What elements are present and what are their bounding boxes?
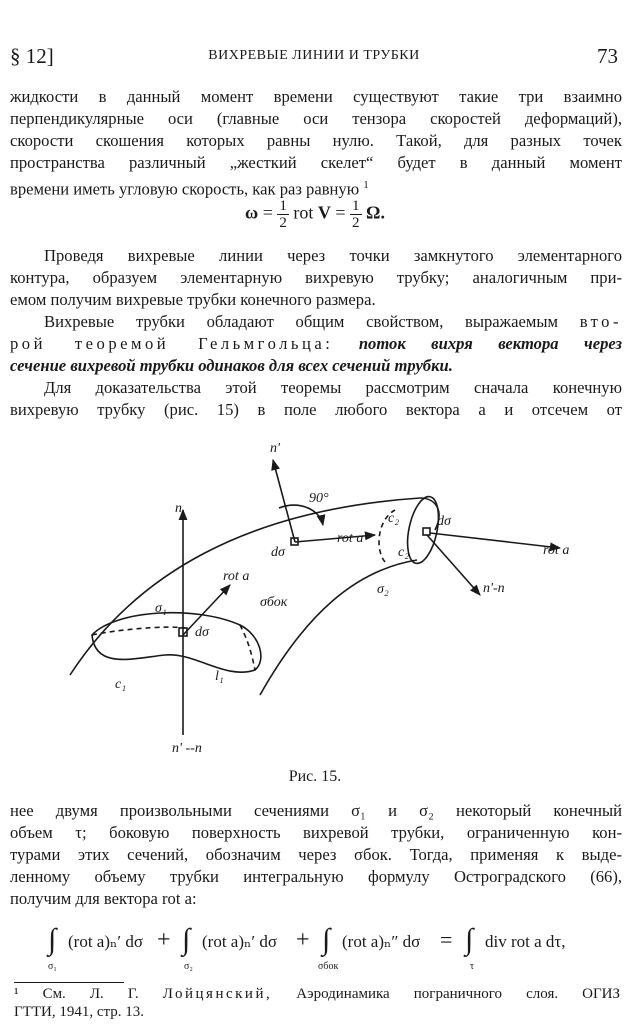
vorticity-symbol: Ω. (366, 202, 385, 223)
fraction-half (277, 198, 289, 231)
integral-subscript: σ₁ (48, 961, 57, 972)
spaced-term: Лойцянский, (162, 986, 273, 1002)
integral-sign: ∫ (465, 923, 474, 956)
page-number: 73 (597, 44, 618, 68)
label-c1: c₁ (115, 677, 127, 692)
text-span: ¹ См. Л. Г. (14, 986, 139, 1002)
tube-inner-curve (260, 560, 417, 695)
label-sigma2: σ₂ (377, 582, 389, 597)
text-line: емом получим вихревые трубки конечного размера. (10, 290, 376, 309)
label-c2: c₂ (398, 545, 410, 560)
text-line (10, 311, 622, 333)
text-span: Вихревые трубки обладают общим свойством, выражаемым (44, 312, 559, 331)
section-hidden (240, 625, 255, 670)
text-line: жидкости в данный момент времени существуют такие три взаимно (10, 87, 622, 106)
text-span: времени иметь угловую скорость, как раз равную (10, 179, 360, 199)
footnote (14, 985, 620, 1021)
text-line: ленному объему трубки интегральную формулу Остроградского (66), (10, 867, 622, 886)
label-rot-a-left: rot a (223, 569, 250, 584)
label-dsigma-left: dσ (195, 625, 209, 640)
integral-term: (rot a)ₙ′ dσ (68, 932, 143, 951)
section-sigma1 (92, 613, 261, 673)
label-dsigma-mid: dσ (271, 545, 285, 560)
omega-symbol: ω (245, 202, 259, 223)
integral-sign: ∫ (182, 923, 191, 956)
integral-term: (rot a)ₙ′ dσ (202, 932, 277, 951)
page-header (10, 44, 618, 74)
text-line: перпендикулярные оси (главные оси тензора скоростей деформаций), (10, 109, 622, 128)
text-line: Проведя вихревые линии через точки замкнутого элементарного (44, 246, 622, 265)
label-sigma-bok: σбок (260, 595, 288, 610)
rot-operator: rot (293, 202, 314, 223)
denominator: 2 (352, 215, 360, 231)
vortex-tube-diagram (55, 430, 575, 762)
integral-rhs: div rot a dτ, (485, 932, 566, 951)
spaced-term: вто- (579, 312, 622, 331)
integral-formula-svg (0, 917, 630, 977)
integral-subscript: τ (470, 961, 475, 972)
label-n-prime-minus-n: n' --n (172, 741, 202, 756)
footnote-rule (14, 982, 124, 983)
label-n-top: n' (270, 441, 280, 456)
equals-sign: = (335, 202, 346, 223)
text-line: скорости скошения которых равны нулю. Такой, для разных точек (10, 131, 622, 150)
plus-sign: + (157, 927, 171, 953)
text-line: контура, образуем элементарную вихревую трубку; аналогичным при- (10, 268, 622, 287)
element-dsigma-right (423, 528, 430, 535)
formula-omega (0, 198, 630, 231)
plus-sign: + (296, 927, 310, 953)
label-sigma1: σ₁ (155, 601, 167, 616)
denominator: 2 (279, 215, 287, 231)
label-rot-a-right: rot a (543, 543, 570, 558)
label-rot-a-mid: rot a (337, 531, 364, 546)
label-l1: l₁ (215, 669, 224, 684)
label-angle: 90° (309, 491, 329, 506)
integral-subscript: σ₂ (184, 961, 193, 972)
integral-term: (rot a)ₙ″ dσ (342, 932, 421, 951)
velocity-symbol: V (317, 202, 331, 223)
spaced-term: рой теоремой Гельмгольца: (10, 334, 334, 353)
arrow-rot-a-right (430, 533, 560, 548)
text-line: турами этих сечений, обозначим через σбок. Тогда, применяя к выде- (10, 845, 622, 864)
tube-outer-curve (70, 498, 420, 675)
text-line: получим для вектора rot a: (10, 889, 197, 908)
numerator: 1 (279, 198, 287, 214)
integral-subscript: σбок (318, 961, 339, 972)
arrow-n-prime-n (427, 535, 480, 595)
text-span: Аэродинамика пограничного слоя. ОГИЗ (296, 986, 621, 1002)
text-line: Для доказательства этой теоремы рассмотрим сначала конечную (44, 378, 622, 397)
numerator: 1 (352, 198, 360, 214)
label-n: n (175, 501, 182, 516)
text-line: пространства различный „жесткий скелет“ будет в данный момент (10, 153, 622, 172)
label-n-prime-n: n'-n (483, 581, 505, 596)
label-dsigma-right: dσ (437, 514, 451, 529)
integral-sign: ∫ (322, 923, 331, 956)
theorem-text: сечение вихревой трубки одинаков для всех сечений трубки. (10, 356, 453, 375)
text-line (10, 333, 622, 355)
text-line: нее двумя произвольными сечениями σ₁ и σ₂ некоторый конечный (10, 801, 622, 820)
running-title: ВИХРЕВЫЕ ЛИНИИ И ТРУБКИ (208, 48, 420, 63)
text-line (10, 174, 622, 201)
text-line: объем τ; боковую поверхность вихревой трубки, ограниченную кон- (10, 823, 622, 842)
figure-vortex-tube (55, 430, 575, 762)
arrow-n-prime (273, 460, 295, 542)
fraction-half (350, 198, 362, 231)
integral-sign: ∫ (48, 923, 57, 956)
footnote-line (14, 985, 620, 1003)
section-number: § 12] (10, 44, 54, 68)
text-line (10, 355, 622, 377)
text-line: вихревую трубку (рис. 15) в поле любого вектора a и отсечем от (10, 400, 622, 419)
theorem-text: поток вихря вектора через (358, 334, 622, 353)
formula-integral (0, 917, 630, 977)
footnote-mark: 1 (363, 179, 369, 191)
figure-caption: Рис. 15. (288, 768, 342, 785)
equals-sign: = (262, 202, 273, 223)
footnote-line: ГТТИ, 1941, стр. 13. (14, 1004, 144, 1020)
label-c2-top: c₂ (388, 511, 400, 526)
equals-sign: = (440, 927, 453, 952)
